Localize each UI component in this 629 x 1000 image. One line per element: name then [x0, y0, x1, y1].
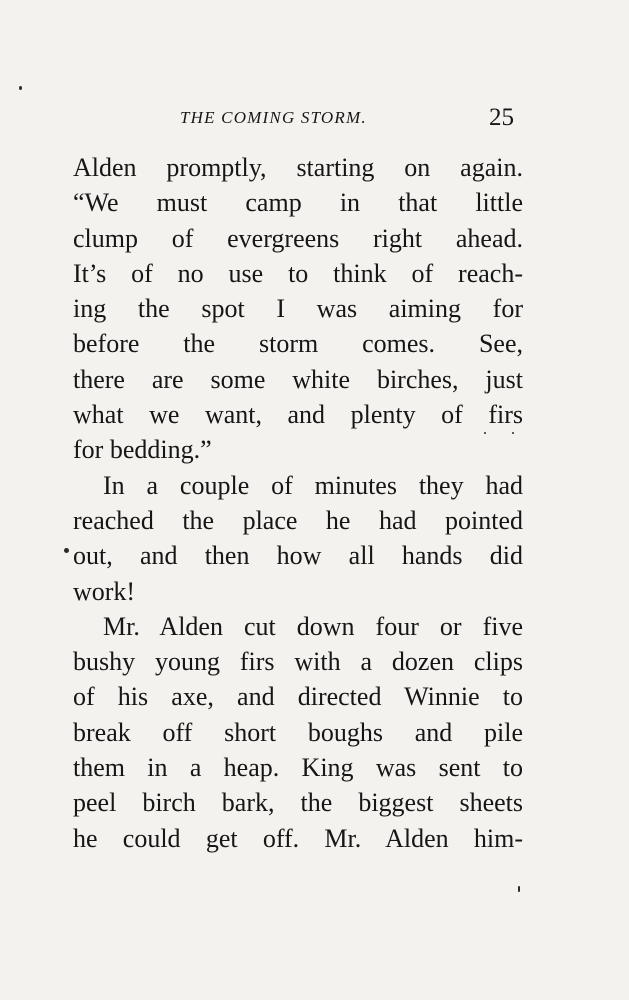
text-line: It’s of no use to think of reach- [73, 258, 523, 288]
text-line: “We must camp in that little [73, 188, 523, 218]
text-line: for bedding.” [73, 435, 212, 465]
text-line: reached the place he had pointed [73, 505, 523, 535]
text-line: ing the spot I was aiming for [73, 294, 523, 324]
page-header [0, 104, 629, 134]
text-line: them in a heap. King was sent to [73, 753, 523, 783]
text-line: In a couple of minutes they had [103, 470, 523, 500]
text-line: peel birch bark, the biggest sheets [73, 788, 523, 818]
text-line: before the storm comes. See, [73, 329, 523, 359]
text-line: he could get off. Mr. Alden him- [73, 823, 523, 853]
running-head: THE COMING STORM. [180, 108, 367, 127]
ink-speck [512, 432, 514, 434]
text-line: there are some white birches, just [73, 364, 523, 394]
body-text [73, 150, 523, 856]
text-line: out, and then how all hands did [73, 541, 523, 571]
text-line: what we want, and plenty of firs [73, 400, 523, 430]
ink-speck [64, 548, 69, 553]
text-line: of his axe, and directed Winnie to [73, 682, 523, 712]
text-line: bushy young firs with a dozen clips [73, 647, 523, 677]
text-line: work! [73, 576, 136, 606]
text-line: Alden promptly, starting on again. [73, 153, 523, 182]
ink-speck [518, 886, 520, 892]
text-line: clump of evergreens right ahead. [73, 223, 523, 253]
ink-speck [484, 432, 486, 434]
page-number: 25 [489, 104, 514, 131]
text-line: Mr. Alden cut down four or five [103, 611, 523, 641]
ink-speck [19, 86, 22, 90]
text-line: break off short boughs and pile [73, 717, 523, 747]
